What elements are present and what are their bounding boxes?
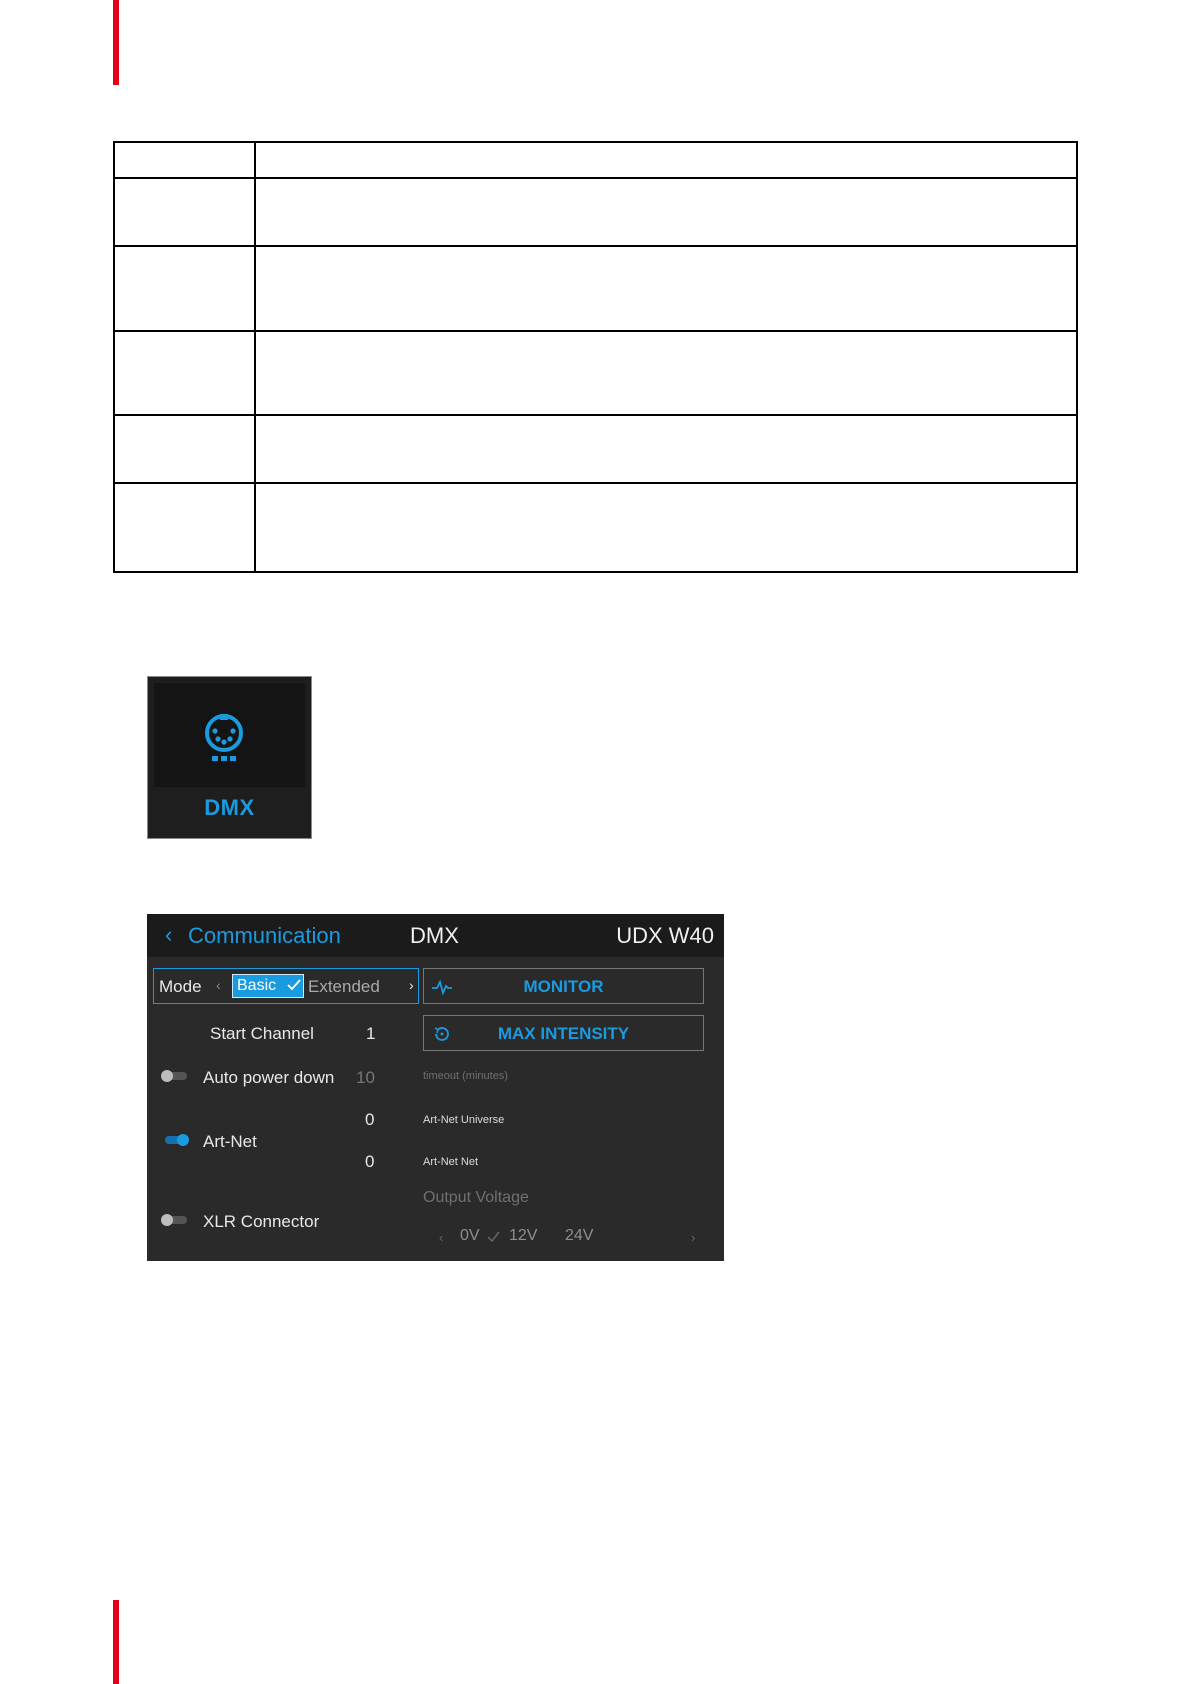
xlr-connector-label: XLR Connector — [203, 1212, 320, 1231]
check-icon — [487, 1231, 500, 1243]
dmx-connector-icon — [200, 712, 248, 762]
table-row — [114, 178, 1077, 246]
back-chevron-icon[interactable]: ‹ — [165, 922, 173, 947]
spec-table — [113, 141, 1078, 573]
output-voltage-next-chevron-icon[interactable]: › — [691, 1230, 696, 1245]
panel-header — [147, 914, 724, 957]
art-net-universe-value[interactable]: 0 — [365, 1110, 375, 1129]
mode-selector[interactable] — [153, 968, 419, 1004]
table-row — [114, 142, 1077, 178]
monitor-button-label: MONITOR — [523, 977, 604, 996]
monitor-button[interactable] — [423, 968, 704, 1004]
start-channel-label: Start Channel — [210, 1024, 314, 1043]
max-intensity-button[interactable] — [423, 1015, 704, 1051]
table-row — [114, 483, 1077, 572]
auto-power-down-label: Auto power down — [203, 1068, 335, 1087]
mode-label: Mode — [159, 977, 202, 996]
xlr-connector-toggle[interactable] — [161, 1214, 189, 1226]
art-net-label: Art-Net — [203, 1132, 257, 1151]
mode-prev-chevron-icon[interactable]: ‹ — [216, 977, 221, 993]
auto-power-down-value[interactable]: 10 — [356, 1068, 375, 1087]
mode-option-extended[interactable]: Extended — [308, 977, 380, 996]
art-net-universe-label: Art-Net Universe — [423, 1114, 505, 1126]
output-voltage-option-24v[interactable]: 24V — [565, 1227, 594, 1244]
start-channel-value[interactable]: 1 — [366, 1024, 376, 1043]
page-title: DMX — [410, 923, 459, 948]
max-intensity-button-label: MAX INTENSITY — [497, 1024, 630, 1043]
table-row — [114, 246, 1077, 331]
check-icon — [287, 978, 301, 992]
auto-power-down-toggle[interactable] — [161, 1070, 189, 1082]
page-top-red-bar — [113, 0, 119, 85]
art-net-toggle[interactable] — [161, 1134, 189, 1146]
output-voltage-title: Output Voltage — [423, 1189, 529, 1206]
table-row — [114, 415, 1077, 483]
tile-label: DMX — [204, 795, 255, 820]
dmx-menu-tile[interactable] — [147, 676, 312, 839]
table-row — [114, 331, 1077, 415]
output-voltage-option-12v[interactable]: 12V — [509, 1227, 538, 1244]
art-net-net-value[interactable]: 0 — [365, 1152, 375, 1171]
back-to-communication-link[interactable]: Communication — [188, 923, 341, 948]
art-net-net-label: Art-Net Net — [423, 1156, 479, 1168]
dmx-settings-panel — [147, 914, 724, 1261]
mode-option-basic[interactable] — [232, 974, 304, 998]
mode-option-basic-label: Basic — [237, 977, 277, 994]
output-voltage-prev-chevron-icon[interactable]: ‹ — [439, 1230, 444, 1245]
output-voltage-option-0v[interactable]: 0V — [460, 1227, 480, 1244]
mode-next-chevron-icon[interactable]: › — [409, 977, 414, 993]
device-model: UDX W40 — [616, 923, 714, 948]
page-bottom-red-bar — [113, 1600, 119, 1684]
timeout-unit-label: timeout (minutes) — [423, 1070, 508, 1082]
